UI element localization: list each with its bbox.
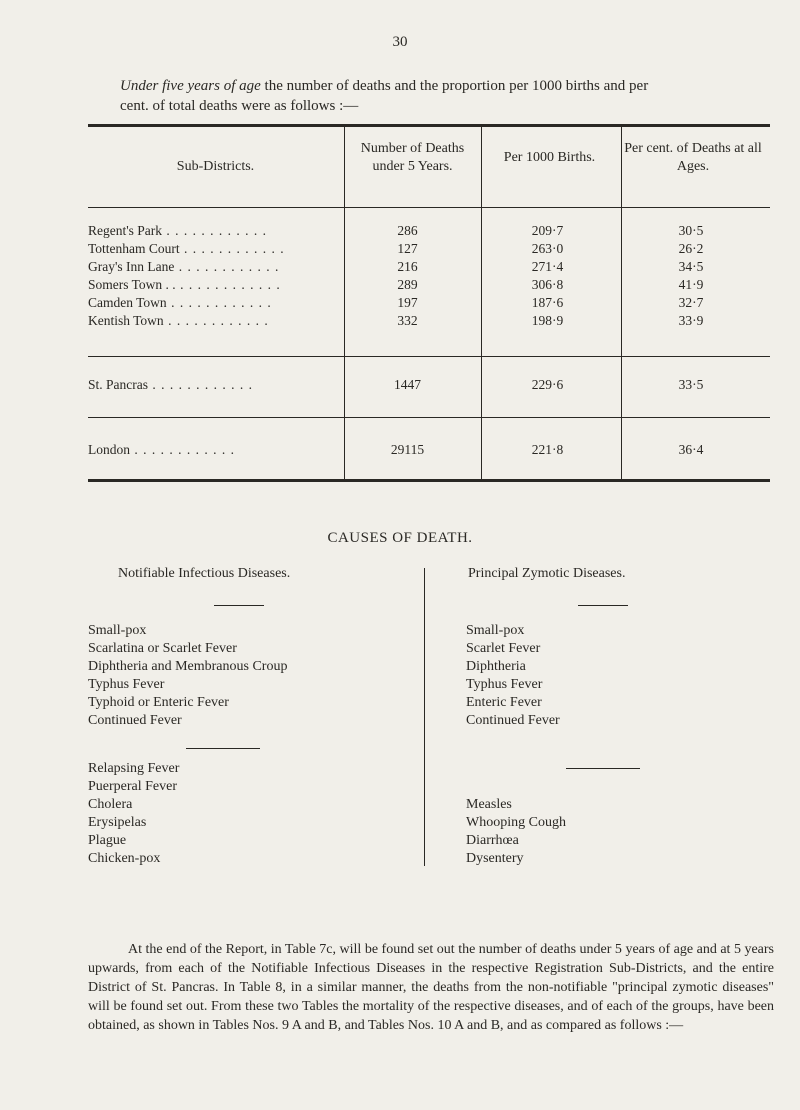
subtotal-rule: [88, 356, 770, 357]
zymotic-heading-dash: [578, 605, 628, 606]
district-name: Tottenham Court . .: [88, 240, 343, 258]
district-name: Kentish Town . .: [88, 312, 343, 330]
header-sub-districts: Sub-Districts.: [176, 159, 255, 174]
deaths-value: 1447: [394, 377, 421, 392]
intro-italic: Under five years of age: [120, 78, 261, 94]
per-1000-value: 306·8: [531, 277, 564, 292]
list-item: Scarlet Fever: [466, 641, 541, 656]
table-row: [88, 312, 770, 330]
list-item: Plague: [88, 833, 127, 848]
table-row: [88, 222, 770, 240]
deaths-value: 289: [397, 277, 418, 292]
page-number: 30: [392, 34, 408, 50]
zymotic-heading: Principal Zymotic Diseases.: [468, 566, 626, 581]
district-name: St. Pancras . .: [88, 376, 343, 394]
causes-column-divider: [424, 568, 425, 866]
per-1000-value: 263·0: [531, 241, 564, 256]
notifiable-list-2: [88, 760, 179, 868]
total-rule: [88, 417, 770, 418]
notifiable-heading: Notifiable Infectious Diseases.: [118, 566, 291, 581]
per-1000-value: 198·9: [531, 313, 564, 328]
district-name: Regent's Park . .: [88, 222, 343, 240]
list-item: Small-pox: [88, 623, 147, 638]
zymotic-list-1: [466, 622, 560, 730]
per-1000-value: 221·8: [531, 442, 564, 457]
table-top-rule: [88, 124, 770, 127]
table-row: [88, 258, 770, 276]
deaths-value: 127: [397, 241, 418, 256]
list-item: Puerperal Fever: [88, 779, 178, 794]
closing-paragraph: [88, 940, 774, 1035]
per-1000-value: 229·6: [531, 377, 564, 392]
district-name: Camden Town . .: [88, 294, 343, 312]
list-item: Relapsing Fever: [88, 761, 180, 776]
list-item: Small-pox: [466, 623, 525, 638]
deaths-value: 332: [397, 313, 418, 328]
per-cent-value: 32·7: [678, 295, 704, 310]
list-item: Typhus Fever: [88, 677, 165, 692]
table-row: [88, 294, 770, 312]
list-item: Cholera: [88, 797, 133, 812]
table-row: [88, 276, 770, 294]
london-row: [88, 441, 770, 459]
list-item: Erysipelas: [88, 815, 147, 830]
per-cent-value: 36·4: [678, 442, 704, 457]
district-name: Somers Town . . . .: [88, 276, 343, 294]
notifiable-list-1: [88, 622, 287, 730]
list-item: Whooping Cough: [466, 815, 566, 830]
deaths-value: 197: [397, 295, 418, 310]
st-pancras-row: [88, 376, 770, 394]
per-cent-value: 26·2: [678, 241, 704, 256]
list-item: Measles: [466, 797, 512, 812]
district-name: Gray's Inn Lane . .: [88, 258, 343, 276]
list-item: Diphtheria: [466, 659, 526, 674]
list-item: Continued Fever: [466, 713, 560, 728]
list-item: Diphtheria and Membranous Croup: [88, 659, 288, 674]
per-cent-value: 33·9: [678, 313, 704, 328]
per-cent-value: 30·5: [678, 223, 704, 238]
notifiable-heading-dash: [214, 605, 264, 606]
list-item: Scarlatina or Scarlet Fever: [88, 641, 237, 656]
intro-text: the number of deaths and the proportion per 1000 births and per cent. of total deaths were as follows :—: [120, 78, 649, 114]
deaths-value: 286: [397, 223, 418, 238]
district-name: London . .: [88, 441, 343, 459]
header-rule: [88, 207, 770, 208]
causes-title: CAUSES OF DEATH.: [327, 530, 473, 546]
list-item: Typhoid or Enteric Fever: [88, 695, 229, 710]
list-item: Diarrhœa: [466, 833, 519, 848]
per-1000-value: 209·7: [531, 223, 564, 238]
list-item: Chicken-pox: [88, 851, 161, 866]
list-item: Continued Fever: [88, 713, 182, 728]
table-bottom-rule: [88, 479, 770, 482]
list-item: Dysentery: [466, 851, 524, 866]
per-1000-value: 271·4: [531, 259, 564, 274]
notifiable-group-divider: [186, 748, 260, 749]
header-per-1000-births: Per 1000 Births.: [503, 150, 596, 165]
deaths-value: 29115: [390, 442, 425, 457]
deaths-value: 216: [397, 259, 418, 274]
header-deaths-under-5: Number of Deaths under 5 Years.: [360, 141, 465, 174]
zymotic-list-2: [466, 796, 566, 868]
per-cent-value: 34·5: [678, 259, 704, 274]
list-item: Enteric Fever: [466, 695, 542, 710]
closing-text: At the end of the Report, in Table 7c, will be found set out the number of deaths under 5 years of age and at 5 years upwards, from each of the Notifiable Infectious Diseases in the respective Registration Sub-Districts, and the entire District of St. Pancras. In Table 8, in a similar manner, the deaths from the non-notifiable "principal zymotic diseases" will be found set out. From these two Tables the mortality of the respective diseases, and of each of the groups, have been obtained, as shown in Tables Nos. 9 A and B, and Tables Nos. 10 A and B, and as compared as follows :—: [88, 942, 774, 1033]
per-1000-value: 187·6: [531, 295, 564, 310]
header-per-cent-all-ages: Per cent. of Deaths at all Ages.: [624, 141, 762, 174]
list-item: Typhus Fever: [466, 677, 543, 692]
zymotic-group-divider: [566, 768, 640, 769]
intro-paragraph: [120, 76, 680, 116]
table-row: [88, 240, 770, 258]
per-cent-value: 41·9: [678, 277, 704, 292]
per-cent-value: 33·5: [678, 377, 704, 392]
